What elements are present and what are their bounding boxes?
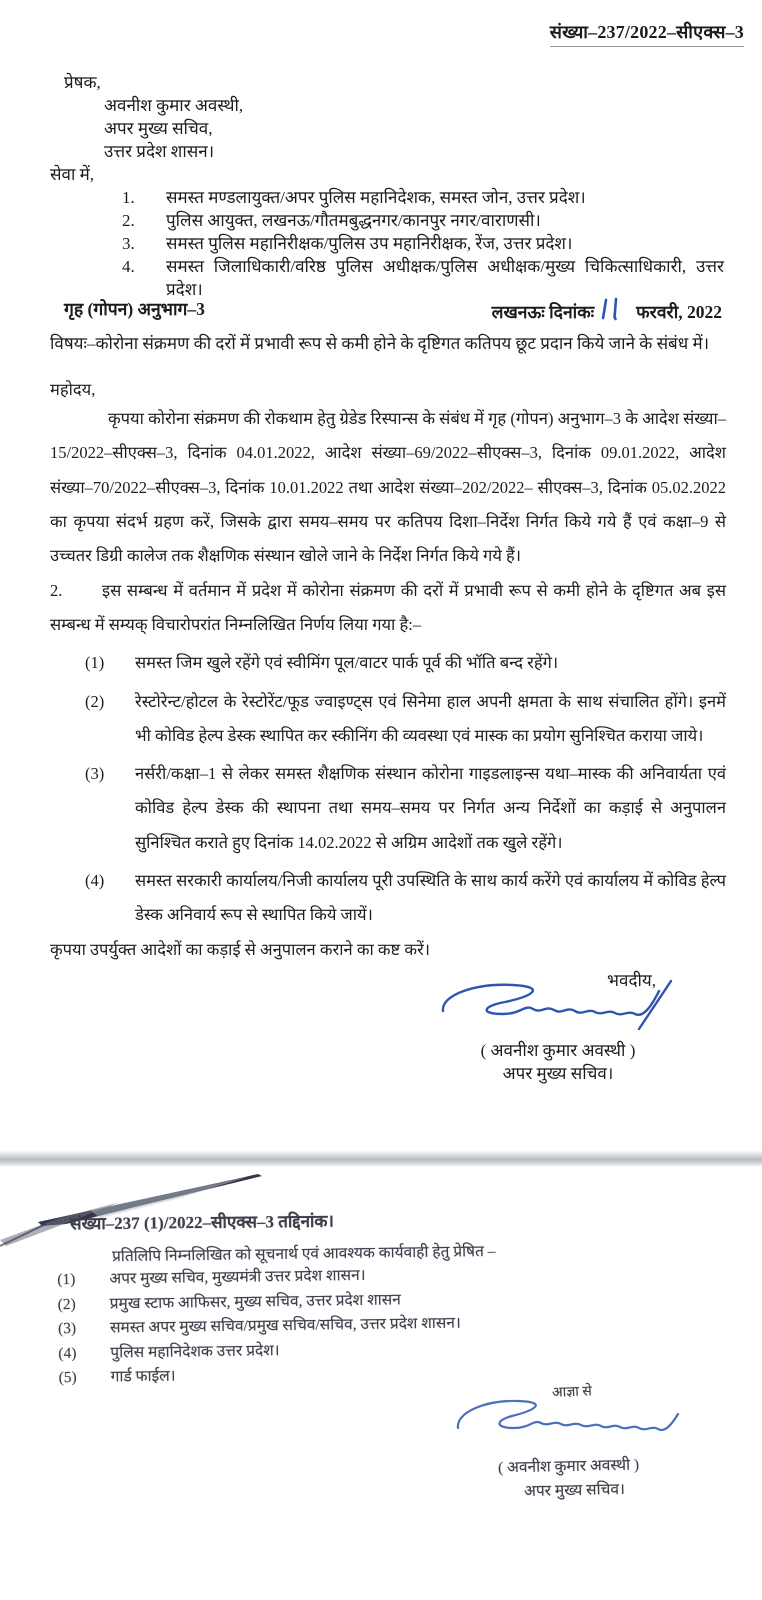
addressee-item [0, 209, 724, 232]
decision-point [85, 646, 726, 680]
page-separator [0, 1150, 762, 1166]
decision-point [85, 685, 726, 754]
date-month-year: फरवरी, 2022 [636, 302, 722, 322]
sender-label: प्रेषक, [64, 73, 101, 92]
point-number: (3) [85, 764, 105, 784]
addressee-label: सेवा में, [50, 165, 95, 184]
recipient-number: (1) [57, 1270, 76, 1289]
addressee-text: समस्त जिलाधिकारी/वरिष्ठ पुलिस अधीक्षक/पुलिस अधीक्षक/मुख्य चिकित्साधिकारी, उत्तर प्रदेश। [166, 257, 724, 299]
signature-block [418, 971, 698, 1085]
salutation: महोदय, [50, 380, 96, 399]
recipient-number: (3) [57, 1319, 77, 1338]
point-number: (1) [85, 653, 105, 673]
addressee-list [0, 186, 724, 301]
decision-points [85, 646, 726, 933]
copy-recipient-list [0, 1259, 723, 1392]
sender-designation: अपर मुख्य सचिव, [104, 119, 213, 138]
signature-ink [450, 1390, 685, 1448]
recipient-text: पुलिस महानिदेशक उत्तर प्रदेश। [110, 1341, 280, 1362]
recipient-number: (2) [57, 1295, 76, 1313]
handwritten-date-ink [600, 297, 626, 326]
point-number: (4) [85, 871, 105, 891]
place-date-prefix: लखनऊः दिनांकः [491, 302, 595, 322]
addressee-number: 2. [122, 211, 135, 230]
addressee-number: 4. [122, 257, 135, 276]
recipient-number: (4) [58, 1344, 77, 1362]
point-text: रेस्टोरेन्ट/होटल के रेस्टोरेंट/फूड ज्वाइण्ट्स एवं सिनेमा हाल अपनी क्षमता के साथ संचालित होंगे। इनमें भी कोविड हेल्प डेस्क स्थापित कर स्कीनिंग की व्यवस्था एवं मास्क का प्रयोग सुनिश्चित कराया जाये। [135, 691, 726, 745]
copy-forwarding-line: प्रतिलिपि निम्नलिखित को सूचनार्थ एवं आवश्यक कार्यवाही हेतु प्रेषित – [111, 1242, 496, 1266]
recipient-number: (5) [58, 1368, 77, 1387]
paragraph-2-number: 2. [50, 580, 63, 600]
recipient-text: प्रमुख स्टाफ आफिसर, मुख्य सचिव, उत्तर प्रदेश शासन [109, 1290, 401, 1313]
section-date-row [64, 297, 722, 326]
closing-request: कृपया उपर्युक्त आदेशों का कड़ाई से अनुपालन कराने का कष्ट करें। [50, 939, 430, 959]
issuing-section: गृह (गोपन) अनुभाग–3 [64, 299, 205, 319]
point-text: समस्त सरकारी कार्यालय/निजी कार्यालय पूरी उपस्थिति के साथ कार्य करेंगे एवं कार्यालय में कोविड हेल्प डेस्क अनिवार्य रूप से स्थापित किये जायें। [135, 871, 726, 925]
addressee-item [0, 232, 724, 255]
signatory-name: ( अवनीश कुमार अवस्थी ) [497, 1456, 640, 1477]
letter-page-2 [0, 1166, 762, 1600]
addressee-number: 3. [122, 234, 135, 253]
by-order-label: आज्ञा से [551, 1384, 593, 1401]
paragraph-1: कृपया कोरोना संक्रमण की रोकथाम हेतु ग्रेडेड रिस्पान्स के संबंध में गृह (गोपन) अनुभाग–3 के आदेश संख्या–15/2022–सीएक्स–3, दिनांक 04.01.2022, आदेश संख्या–69/2022–सीएक्स–3, दिनांक 09.01.2022, आदेश संख्या–70/2022–सीएक्स–3, दिनांक 10.01.2022 तथा आदेश संख्या–202/2022– सीएक्स–3, दिनांक 05.02.2022 का कृपया संदर्भ ग्रहण करें, जिसके द्वारा समय–समय पर कतिपय दिशा–निर्देश निर्गत किये गये हैं एवं कक्षा–9 से उच्चतर डिग्री कालेज तक शैक्षणिक संस्थान खोले जाने के निर्देश निर्गत किये गये हैं। [50, 409, 726, 566]
subject-label: विषयः– [50, 334, 96, 353]
decision-point [85, 757, 726, 860]
recipient-text: गार्ड फाईल। [110, 1367, 176, 1386]
place-date [492, 297, 722, 326]
point-text: नर्सरी/कक्षा–1 से लेकर समस्त शैक्षणिक संस्थान कोरोना गाइडलाइन्स यथा–मास्क की अनिवार्यता एवं कोविड हेल्प डेस्क की स्थापना तथा समय–समय पर निर्गत अन्य निर्देशों का कड़ाई से अनुपालन सुनिश्चित कराते हुए दिनांक 14.02.2022 से अग्रिम आदेशों तक खुले रहेंगे। [135, 764, 726, 852]
subject-text: कोरोना संक्रमण की दरों में प्रभावी रूप से कमी होने के दृष्टिगत कतिपय छूट प्रदान किये जाने के संबंध में। [95, 334, 710, 353]
paragraph-2 [50, 574, 726, 643]
signatory-title: अपर मुख्य सचिव। [502, 1063, 614, 1083]
signatory-name: ( अवनीश कुमार अवस्थी ) [480, 1040, 636, 1060]
valediction: भवदीय, [607, 970, 656, 990]
letter-body [50, 378, 726, 1085]
decision-point [85, 864, 726, 933]
addressee-text: समस्त पुलिस महानिरीक्षक/पुलिस उप महानिरीक्षक, रेंज, उत्तर प्रदेश। [166, 234, 573, 253]
addressee-item [0, 255, 724, 301]
addressee-item [0, 186, 724, 209]
paragraph-2-text: इस सम्बन्ध में वर्तमान में प्रदेश में कोरोना संक्रमण की दरों में प्रभावी रूप से कमी होने के दृष्टिगत अब इस सम्बन्ध में सम्यक् विचारोपरांत निम्नलिखित निर्णय लिया गया है:– [50, 580, 726, 634]
subject-line [50, 331, 724, 357]
endorsement-reference: संख्या–237 (1)/2022–सीएक्स–3 तद्दिनांक। [69, 1211, 334, 1234]
addressee-text: समस्त मण्डलायुक्त/अपर पुलिस महानिदेशक, समस्त जोन, उत्तर प्रदेश। [166, 188, 586, 207]
sender-name: अवनीश कुमार अवस्थी, [104, 96, 244, 115]
recipient-text: समस्त अपर मुख्य सचिव/प्रमुख सचिव/सचिव, उत्तर प्रदेश शासन। [109, 1314, 461, 1337]
signatory-title: अपर मुख्य सचिव। [523, 1480, 626, 1501]
point-number: (2) [85, 691, 105, 711]
sender-block [104, 94, 243, 163]
point-text: समस्त जिम खुले रहेंगे एवं स्वीमिंग पूल/वाटर पार्क पूर्व की भॉति बन्द रहेंगे। [135, 653, 559, 673]
reference-number: संख्या–237/2022–सीएक्स–3 [550, 20, 744, 47]
addressee-number: 1. [122, 188, 135, 207]
addressee-text: पुलिस आयुक्त, लखनऊ/गौतमबुद्धनगर/कानपुर नगर/वाराणसी। [166, 211, 541, 230]
sender-organisation: उत्तर प्रदेश शासन। [104, 142, 215, 161]
recipient-text: अपर मुख्य सचिव, मुख्यमंत्री उत्तर प्रदेश शासन। [109, 1266, 366, 1288]
